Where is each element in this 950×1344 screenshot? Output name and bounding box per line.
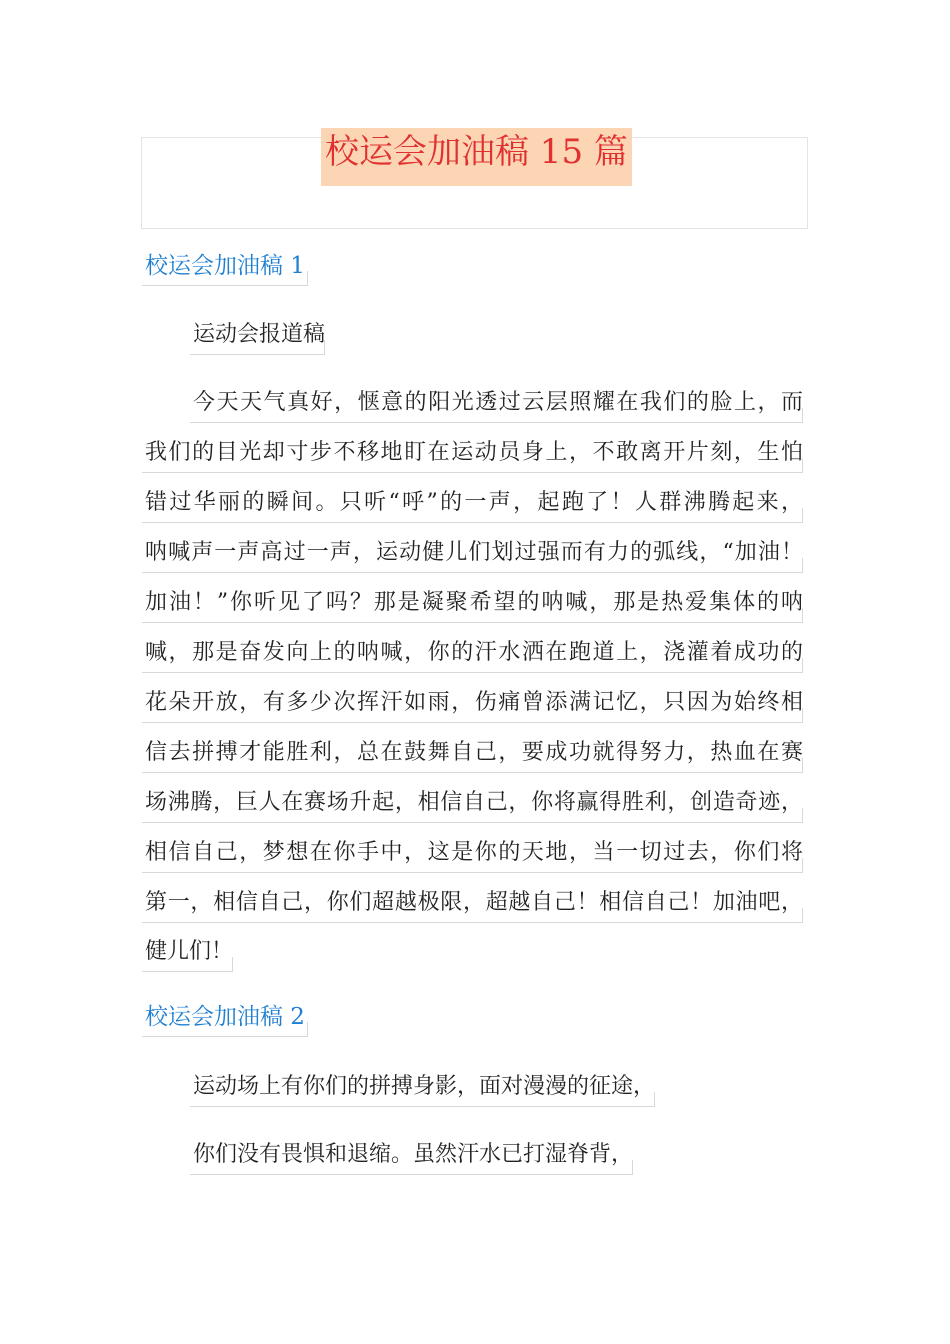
paragraph-line: 场沸腾，巨人在赛场升起，相信自己，你将赢得胜利，创造奇迹，	[145, 788, 803, 818]
document-title: 校运会加油稿 15 篇	[321, 128, 632, 186]
section-2-heading: 校运会加油稿 2	[145, 1002, 308, 1032]
paragraph-line: 加油！”你听见了吗？那是凝聚希望的呐喊，那是热爱集体的呐	[145, 588, 803, 618]
paragraph-line: 信去拼搏才能胜利，总在鼓舞自己，要成功就得努力，热血在赛	[145, 738, 803, 768]
paragraph-line: 今天天气真好，惬意的阳光透过云层照耀在我们的脸上，而	[193, 388, 803, 418]
paragraph-line: 我们的目光却寸步不移地盯在运动员身上，不敢离开片刻，生怕	[145, 438, 803, 468]
paragraph-line: 你们没有畏惧和退缩。虽然汗水已打湿脊背，	[193, 1140, 633, 1170]
section-1-subtitle: 运动会报道稿	[193, 320, 325, 350]
paragraph-line: 健儿们！	[145, 937, 233, 967]
paragraph-line: 呐喊声一声高过一声，运动健儿们划过强而有力的弧线，“加油！	[145, 538, 803, 568]
section-1-heading: 校运会加油稿 1	[145, 251, 308, 281]
paragraph-line: 第一，相信自己，你们超越极限，超越自己！相信自己！加油吧，	[145, 888, 803, 918]
paragraph-line: 相信自己，梦想在你手中，这是你的天地，当一切过去，你们将	[145, 838, 803, 868]
paragraph-line: 运动场上有你们的拼搏身影，面对漫漫的征途，	[193, 1072, 655, 1102]
paragraph-line: 喊，那是奋发向上的呐喊，你的汗水洒在跑道上，浇灌着成功的	[145, 638, 803, 668]
paragraph-line: 错过华丽的瞬间。只听“呼”的一声，起跑了！人群沸腾起来，	[145, 488, 803, 518]
paragraph-line: 花朵开放，有多少次挥汗如雨，伤痛曾添满记忆，只因为始终相	[145, 688, 803, 718]
